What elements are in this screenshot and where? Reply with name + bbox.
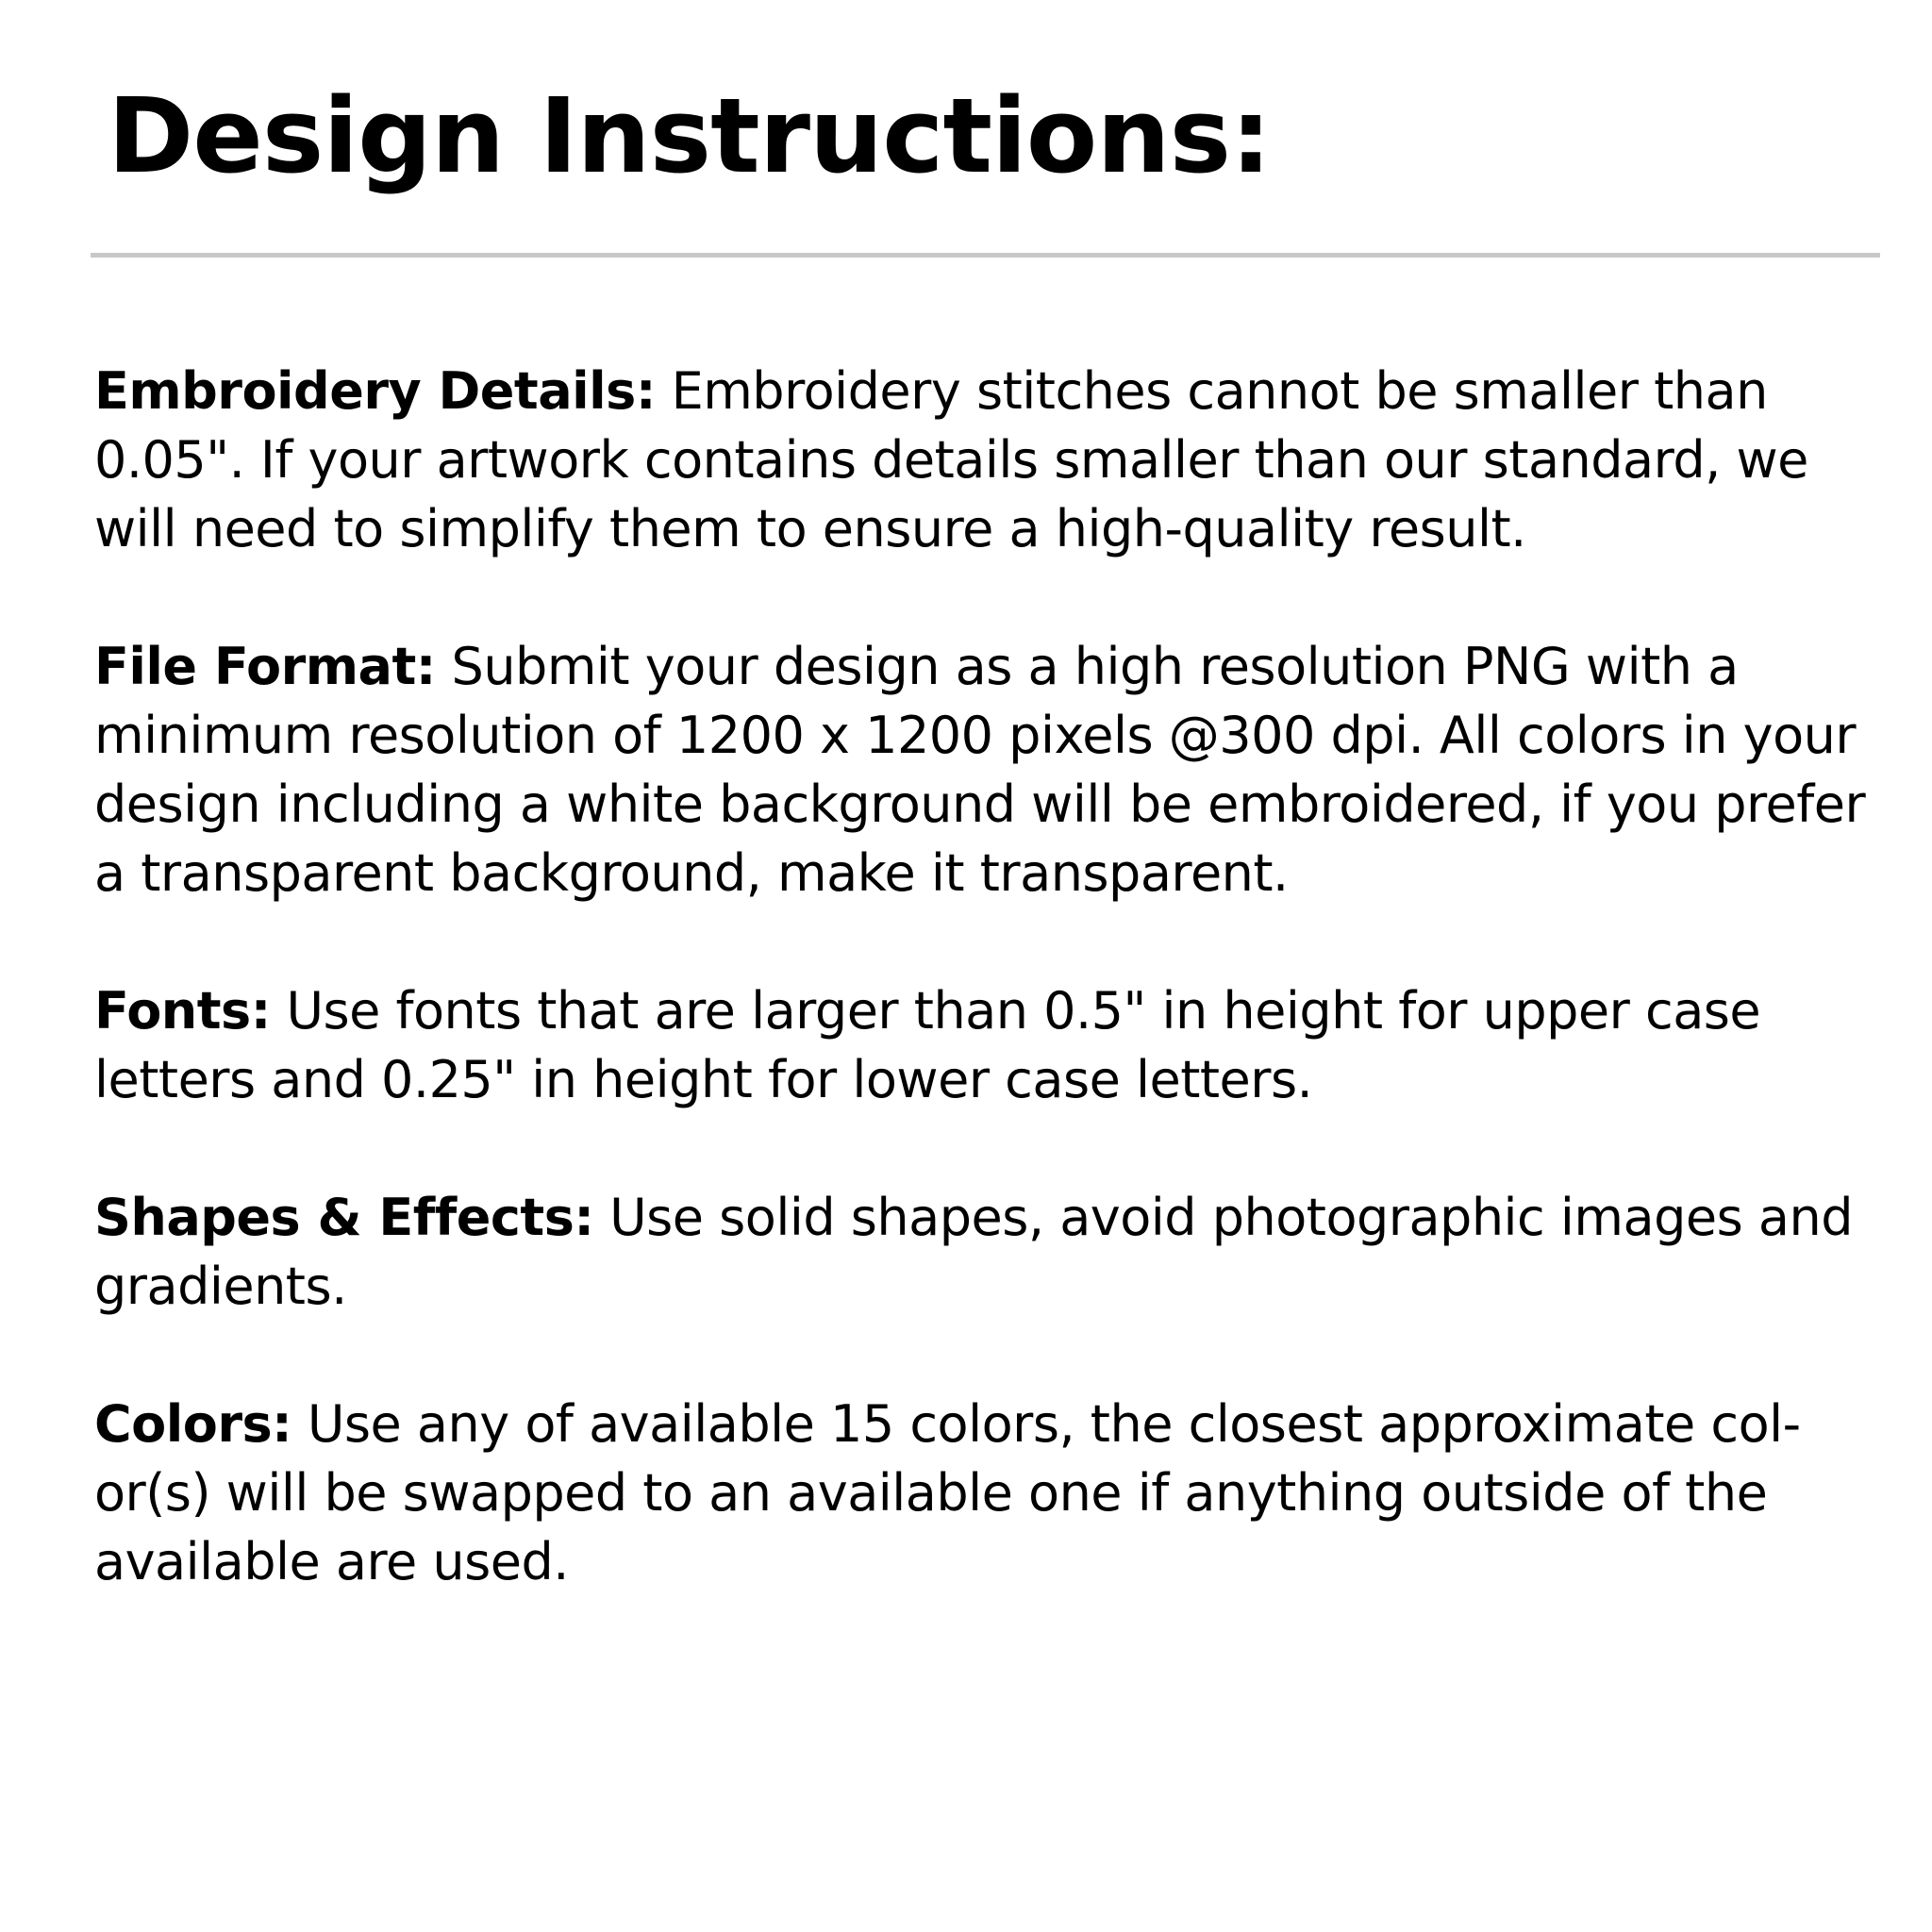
title-divider: [91, 253, 1880, 258]
section-fonts: [94, 976, 1868, 1114]
section-label: Colors:: [94, 1394, 292, 1454]
instructions-list: [94, 357, 1868, 1665]
section-shapes-effects: [94, 1183, 1868, 1321]
section-text: Embroidery stitches cannot be smaller than 0.05". If your artwork contains details smaller than our standard, we will need to simplify them to ensure a high-quality result.: [94, 361, 1808, 558]
section-text: Use fonts that are larger than 0.5" in height for upper case letters and 0.25" in height for lower case letters.: [94, 981, 1761, 1109]
section-text: Use solid shapes, avoid photographic images and gradients.: [94, 1188, 1853, 1316]
section-embroidery-details: [94, 357, 1868, 563]
section-text: Submit your design as a high resolution PNG with a minimum resolution of 1200 x 1200 pixels @300 dpi. All colors in your design including a white background will be embroidered, if you prefer a transparent background, make it transparent.: [94, 637, 1866, 903]
section-text: Use any of available 15 colors, the closest approximate col-or(s) will be swapped to an available one if anything outside of the available are used.: [94, 1394, 1801, 1591]
section-colors: [94, 1390, 1868, 1596]
section-label: Embroidery Details:: [94, 361, 656, 421]
section-label: Fonts:: [94, 981, 271, 1041]
page-title: Design Instructions:: [108, 75, 1272, 196]
section-file-format: [94, 632, 1868, 908]
section-label: Shapes & Effects:: [94, 1188, 594, 1247]
section-label: File Format:: [94, 637, 436, 696]
